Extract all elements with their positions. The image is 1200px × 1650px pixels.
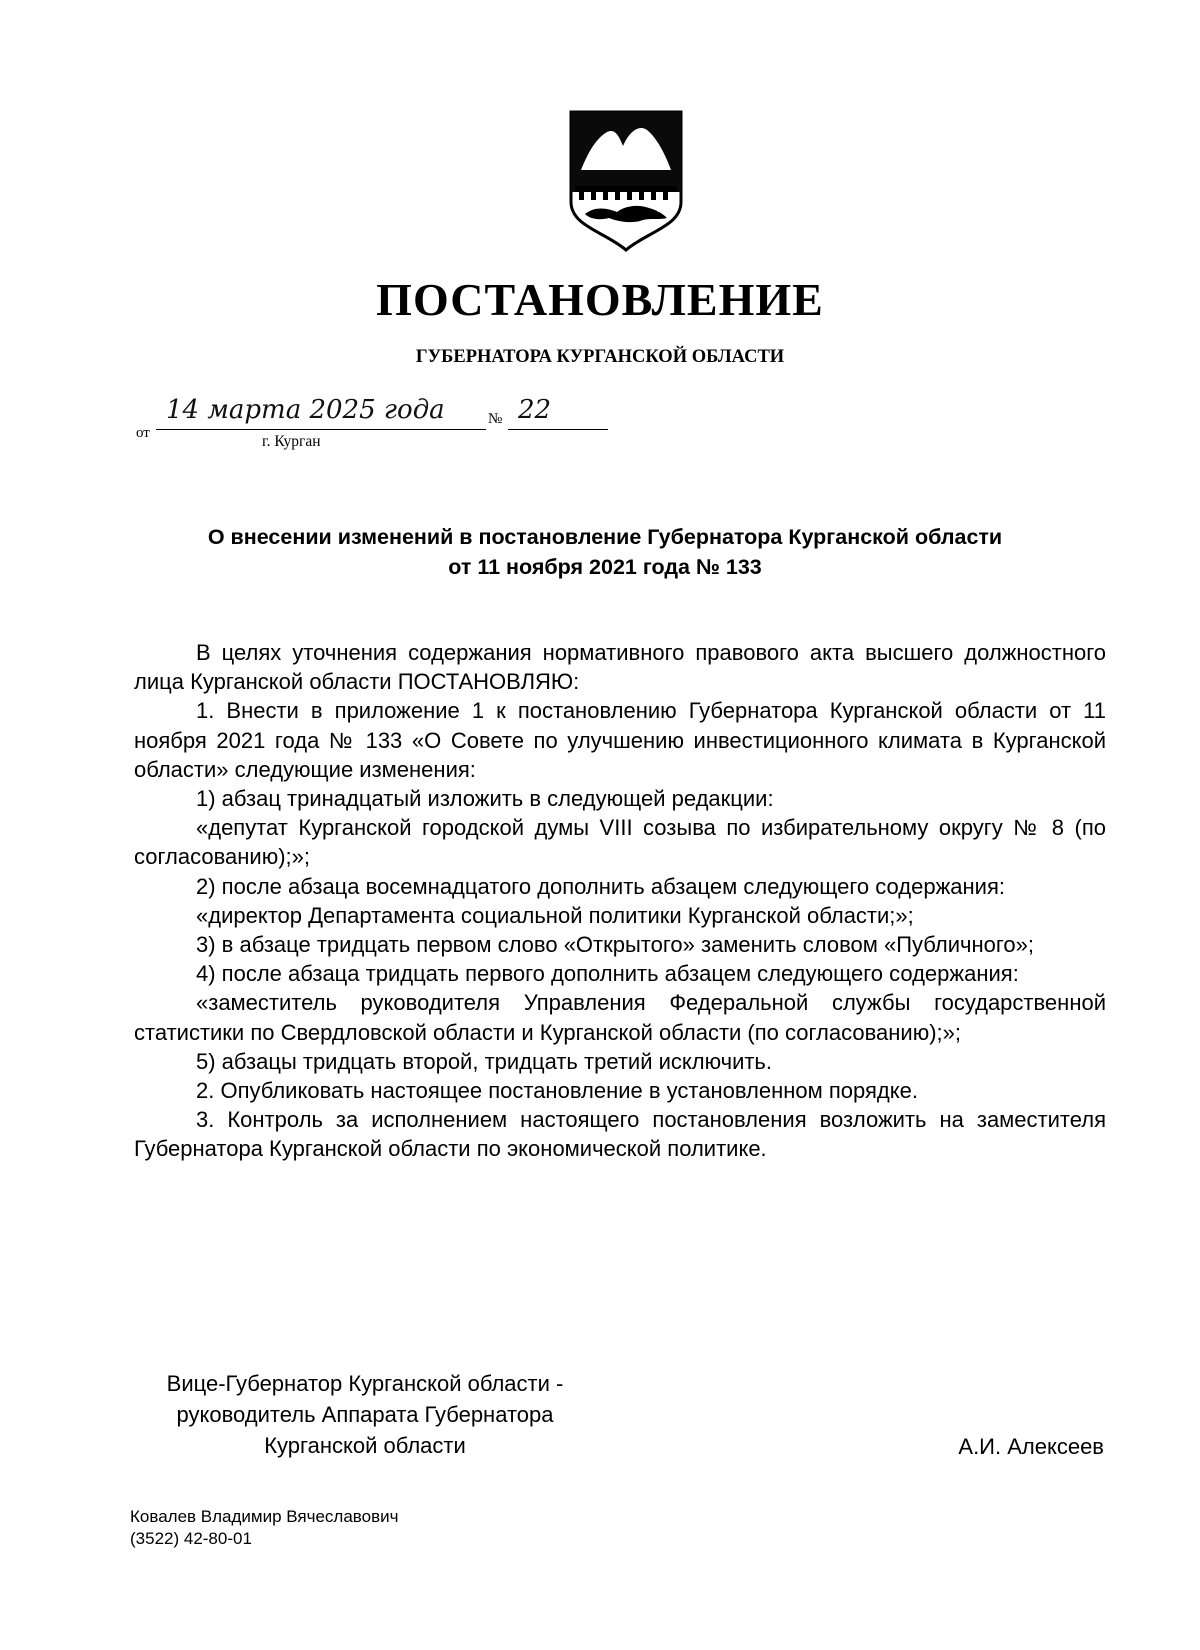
paragraph-subitem-3: 3) в абзаце тридцать первом слово «Открытого» заменить словом «Публичного»; — [196, 932, 1034, 958]
number-underline — [508, 429, 608, 430]
issue-city: г. Курган — [262, 433, 321, 450]
paragraph-subitem-2: 2) после абзаца восемнадцатого дополнить абзацем следующего содержания: — [196, 873, 1005, 899]
executor-info — [130, 1506, 399, 1550]
paragraph-preamble: В целях уточнения содержания нормативного правового акта высшего должностного лица Курганской области ПОСТАНОВЛЯЮ: — [134, 640, 1106, 695]
heading-line-1: О внесении изменений в постановление Губернатора Курганской области — [207, 525, 1003, 549]
number-prefix: № — [488, 411, 503, 427]
signatory-position-line-1: Вице-Губернатор Курганской области - — [166, 1371, 564, 1396]
document-title: ПОСТАНОВЛЕНИЕ — [376, 274, 824, 325]
date-underline — [156, 429, 486, 430]
paragraph-subitem-4: 4) после абзаца тридцать первого дополнить абзацем следующего содержания: — [196, 961, 1019, 987]
date-number-line — [136, 395, 636, 465]
issue-number-handwritten: 22 — [518, 395, 552, 425]
executor-phone: (3522) 42-80-01 — [130, 1529, 252, 1548]
paragraph-item-3: 3. Контроль за исполнением настоящего постановления возложить на заместителя Губернатора Курганской области по экономической политике. — [134, 1107, 1106, 1162]
paragraph-subitem-1: 1) абзац тринадцатый изложить в следующей редакции: — [196, 786, 774, 812]
signatory-position-line-2: руководитель Аппарата Губернатора — [176, 1402, 554, 1427]
document-issuer: ГУБЕРНАТОРА КУРГАНСКОЙ ОБЛАСТИ — [415, 347, 785, 367]
signatory-name: А.И. Алексеев — [958, 1434, 1104, 1459]
paragraph-item-2: 2. Опубликовать настоящее постановление в установленном порядке. — [196, 1078, 918, 1104]
heading-line-2: от 11 ноября 2021 года № 133 — [448, 555, 762, 579]
paragraph-quote-1: «депутат Курганской городской думы VIII созыва по избирательному округу № 8 (по согласованию);»; — [134, 815, 1106, 870]
date-prefix: от — [136, 425, 150, 441]
document-heading — [120, 522, 1090, 582]
document-body — [134, 638, 1106, 1164]
signatory-position — [120, 1368, 610, 1461]
paragraph-item-1: 1. Внести в приложение 1 к постановлению Губернатора Курганской области от 11 ноября 2021 года № 133 «О Совете по улучшению инвестиционного климата в Курганской области» следующие изменения: — [134, 698, 1106, 782]
signatory-position-line-3: Курганской области — [264, 1433, 466, 1458]
kurgan-coat-of-arms-icon — [567, 110, 685, 252]
paragraph-subitem-5: 5) абзацы тридцать второй, тридцать третий исключить. — [196, 1048, 773, 1074]
issue-date-handwritten: 14 марта 2025 года — [166, 395, 445, 425]
executor-name: Ковалев Владимир Вячеславович — [130, 1507, 399, 1526]
paragraph-quote-2: «директор Департамента социальной политики Курганской области;»; — [196, 902, 914, 928]
paragraph-quote-4: «заместитель руководителя Управления Федеральной службы государственной статистики по Свердловской области и Курганской области (по согласованию);»; — [134, 990, 1106, 1045]
